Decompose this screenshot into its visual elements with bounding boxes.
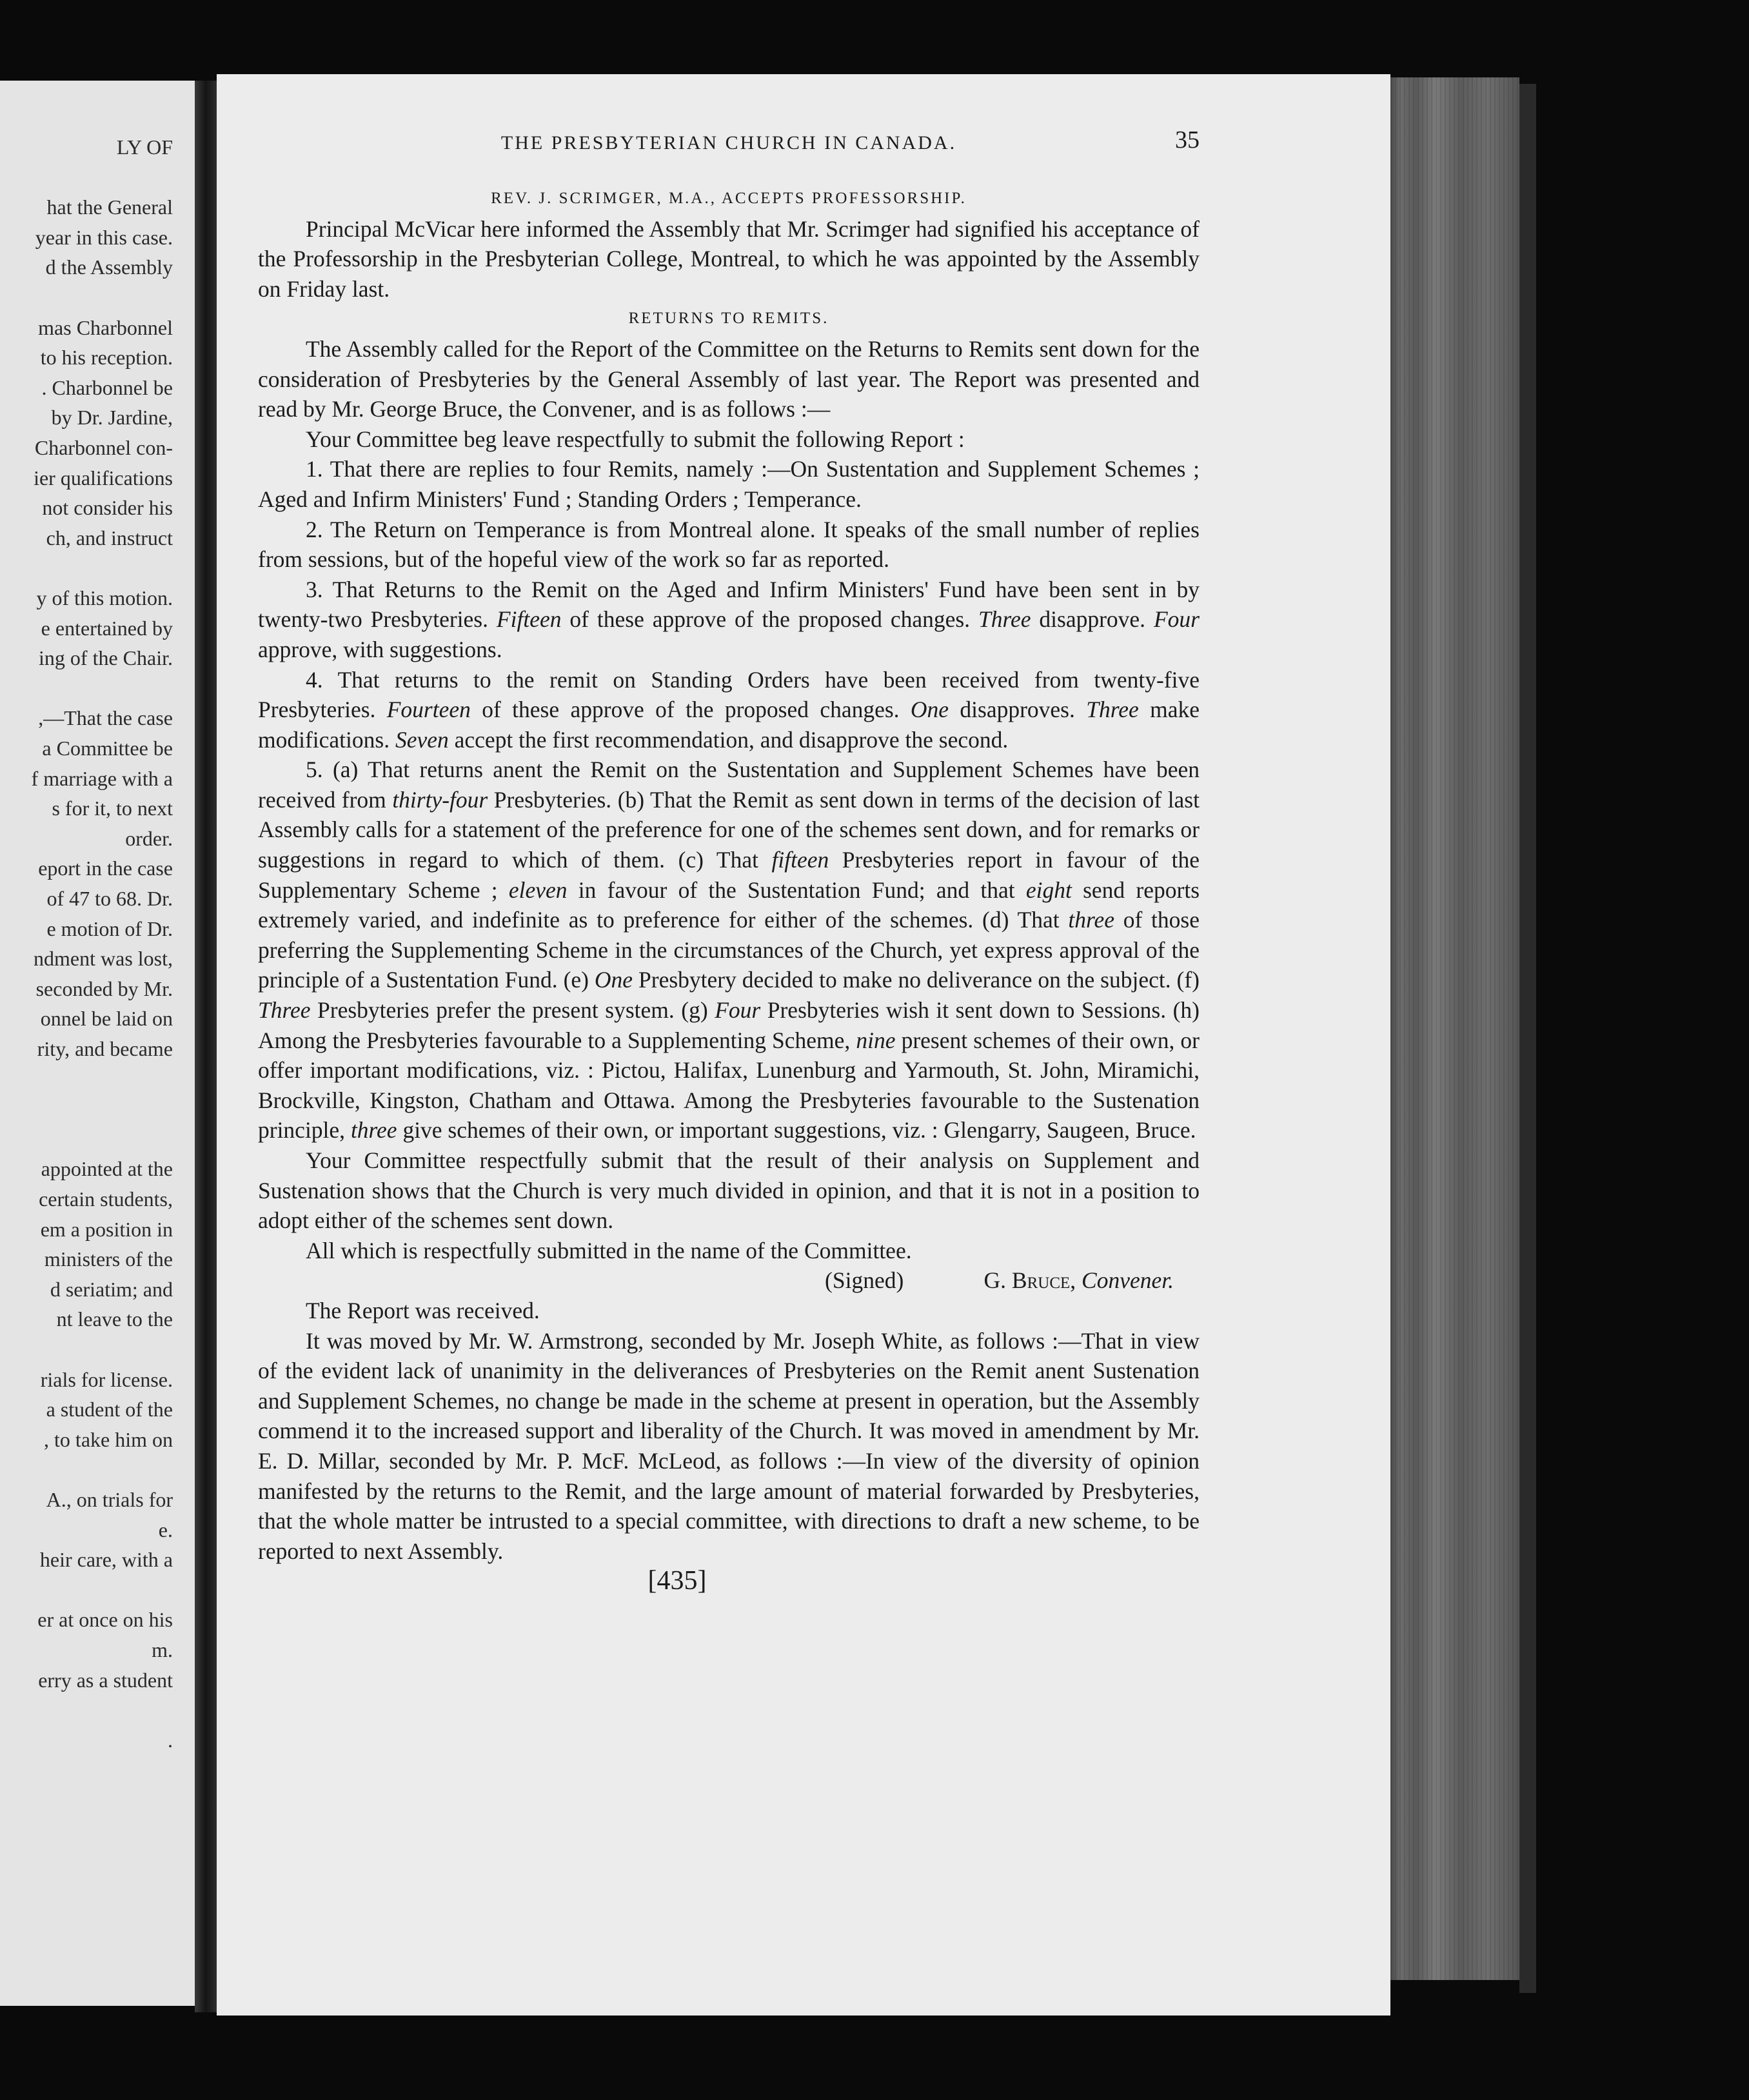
facing-page-line: seconded by Mr. [35,976,173,1000]
facing-page-line: mas Charbonnel [38,315,173,339]
facing-page-line: ing of the Chair. [39,646,173,670]
paragraph: Principal McVicar here informed the Assembly that Mr. Scrimger had signified his acceptance of the Professorship in the Presbyterian College, Montreal, to which he was appointed by the Assembly on Friday last. [258,215,1200,302]
facing-page-line: appointed at the [41,1157,173,1181]
folio-number: [435] [647,1566,707,1596]
facing-page-line: ndment was lost, [34,947,173,971]
running-header [258,126,1200,164]
facing-page-line: Charbonnel con- [34,436,173,459]
facing-page-line: heir care, with a [39,1548,173,1572]
facing-page-line: hat the General [46,195,173,219]
facing-page-line: m. [152,1638,173,1661]
facing-page-line: e entertained by [41,616,173,640]
signatory-name: G. Bruce, [983,1267,1076,1294]
facing-page-line: not consider his [42,496,173,520]
facing-page-line: by Dr. Jardine, [51,406,173,430]
facing-page-line: d seriatim; and [50,1277,173,1301]
facing-page-line: rials for license. [40,1367,173,1391]
facing-page [0,81,195,2006]
facing-page-line: order. [125,826,173,850]
facing-page-line: y of this motion. [36,586,173,609]
paragraph: Your Committee beg leave respectfully to submit the following Report : [306,426,965,452]
facing-page-line: LY OF [116,135,173,159]
page-number: 35 [1175,126,1200,154]
page-body [258,184,1200,1596]
facing-page-line: a student of the [46,1398,173,1421]
paragraph: The Assembly called for the Report of the Committee on the Returns to Remits sent down for the consideration of Presbyteries by the General Assembly of last year. The Report was presented and read by Mr. George Bruce, the Convener, and is as follows :— [258,335,1200,422]
facing-page-line: rity, and became [37,1037,173,1060]
report-item: 5. (a) That returns anent the Remit on the Sustentation and Supplement Schemes have been received from thirty-four Presbyteries. (b) That the Remit as sent down in terms of the decision of last Assembly calls for a statement of the preference for one of the schemes sent down, and for remarks or suggestions in regard to which of them. (c) That fifteen Presbyteries report in favour of the Supplementary Scheme ; eleven in favour of the Sustentation Fund; and that eight send reports extremely varied, and indefinite as to preference for either of the schemes. (d) That three of those preferring the Supplementing Scheme in the circumstances of the Church, yet express approval of the principle of a Sustentation Fund. (e) One Presbytery decided to make no deliverance on the subject. (f) Three Presbyteries prefer the present system. (g) Four Presbyteries wish it sent down to Sessions. (h) Among the Presbyteries favourable to a Supplementing Scheme, nine present schemes of their own, or offer important modifications, viz. : Pictou, Halifax, Lunenburg and Yarmouth, St. John, Miramichi, Brockville, Kingston, Chatham and Ottawa. Among the Presbyteries favourable to the Sustenation principle, three give schemes of their own, or important suggestions, viz. : Glengarry, Saugeen, Bruce. [258,757,1200,1144]
report-item: 2. The Return on Temperance is from Montreal alone. It speaks of the small number of replies from sessions, but of the hopeful view of the work so far as reported. [258,516,1200,573]
report-item: 4. That returns to the remit on Standing Orders have been received from twenty-five Presbyteries. Fourteen of these approve of the proposed changes. One disapproves. Three make modifications. Seven accept the first recommendation, and disapprove the second. [258,666,1200,753]
facing-page-line: certain students, [39,1187,173,1211]
signed-label: (Signed) [825,1267,904,1294]
running-title: THE PRESBYTERIAN CHURCH IN CANADA. [500,132,957,154]
facing-page-line: ministers of the [44,1247,173,1271]
facing-page-line: year in this case. [35,225,173,249]
paragraph: All which is respectfully submitted in the name of the Committee. [306,1237,912,1263]
facing-page-line: erry as a student [38,1668,173,1692]
page-edges [1390,77,1519,1980]
signature-line [258,1265,1200,1296]
facing-page-line: em a position in [40,1217,173,1241]
facing-page-line: d the Assembly [45,255,173,279]
report-item: 3. That Returns to the Remit on the Aged and Infirm Ministers' Fund have been sent in by twenty-two Presbyteries. Fifteen of these approve of the proposed changes. Three disapprove. Four approve, with suggestions. [258,576,1200,662]
facing-page-line: . Charbonnel be [41,375,173,399]
facing-page-line: er at once on his [37,1608,173,1632]
book-cover-edge [1519,84,1536,1993]
report-item: 1. That there are replies to four Remits, namely :—On Sustentation and Supplement Schemes ; Aged and Infirm Ministers' Fund ; Standing Orders ; Temperance. [258,456,1200,512]
facing-page-line: ,—That the case [38,706,173,730]
facing-page-line: e. [158,1518,173,1541]
facing-page-line: A., on trials for [46,1488,173,1511]
facing-page-line: , to take him on [44,1427,173,1451]
facing-page-line: a Committee be [42,737,173,760]
facing-page-line: to his reception. [40,346,173,370]
facing-page-line: e motion of Dr. [46,916,173,940]
facing-page-line: . [168,1728,173,1752]
section-heading: RETURNS TO REMITS. [628,310,829,328]
facing-page-line: eport in the case [38,857,173,880]
facing-page-line: f marriage with a [31,766,173,790]
paragraph: Your Committee respectfully submit that the result of their analysis on Supplement and Sustenation shows that the Church is very much divided in opinion, and that it is not in a position to adopt either of the schemes sent down. [258,1147,1200,1234]
signatory-role: Convener. [1082,1267,1174,1294]
facing-page-line: s for it, to next [52,797,173,820]
book-gutter [195,81,217,2012]
facing-page-line: nt leave to the [56,1307,173,1331]
section-heading: REV. J. SCRIMGER, M.A., ACCEPTS PROFESSORSHIP. [491,190,967,207]
facing-page-line: ier qualifications [34,466,173,490]
paragraph: It was moved by Mr. W. Armstrong, seconded by Mr. Joseph White, as follows :—That in view of the evident lack of unanimity in the deliverances of Presbyteries on the Remit anent Sustenation and Supplement Schemes, no change be made in the scheme at present in operation, but the Assembly commend it to the increased support and liberality of the Church. It was moved in amendment by Mr. E. D. Millar, seconded by Mr. P. McF. McLeod, as follows :—In view of the diversity of opinion manifested by the returns to the Remit, and the large amount of material forwarded by Presbyteries, that the whole matter be intrusted to a special committee, with directions to draft a new scheme, to be reported to next Assembly. [258,1327,1200,1564]
facing-page-line: onnel be laid on [40,1007,173,1031]
facing-page-line: of 47 to 68. Dr. [46,887,173,910]
facing-page-line: ch, and instruct [46,526,173,550]
paragraph: The Report was received. [306,1297,540,1323]
